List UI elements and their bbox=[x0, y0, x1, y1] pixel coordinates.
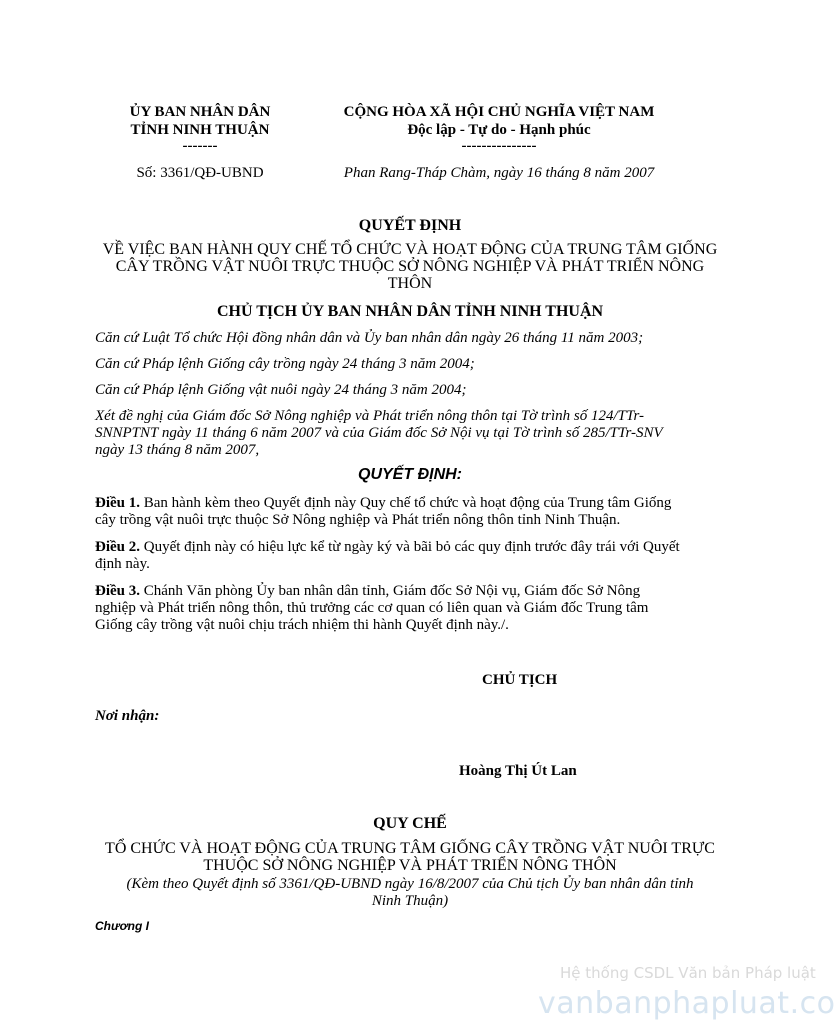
regulation-subject bbox=[80, 840, 740, 874]
decision-subject-line1: VỀ VIỆC BAN HÀNH QUY CHẾ TỔ CHỨC VÀ HOẠT ĐỘNG CỦA TRUNG TÂM GIỐNG bbox=[102, 241, 718, 258]
issuer-line1: ỦY BAN NHÂN DÂN bbox=[129, 104, 271, 120]
country-name: CỘNG HÒA XÃ HỘI CHỦ NGHĨA VIỆT NAM bbox=[343, 104, 655, 120]
article-3-label: Điều 3. bbox=[95, 583, 140, 599]
chapter-heading: Chương I bbox=[95, 919, 149, 933]
signer-position: CHỦ TỊCH bbox=[482, 672, 558, 688]
article-3-text-line3: Giống cây trồng vật nuôi chịu trách nhiệm thi hành Quyết định này./. bbox=[95, 617, 509, 633]
attachment-note-line2: Ninh Thuận) bbox=[371, 893, 449, 909]
motto: Độc lập - Tự do - Hạnh phúc bbox=[407, 122, 591, 138]
regulation-subject-line2: THUỘC SỞ NÔNG NGHIỆP VÀ PHÁT TRIỂN NÔNG THÔN bbox=[203, 857, 617, 874]
legal-basis-4 bbox=[95, 408, 720, 459]
authority-heading: CHỦ TỊCH ỦY BAN NHÂN DÂN TỈNH NINH THUẬN bbox=[216, 303, 604, 320]
issuer-separator: ------- bbox=[182, 138, 218, 154]
article-2-text: Quyết định này có hiệu lực kể từ ngày ký và bãi bỏ các quy định trước đây trái với Quyết bbox=[140, 539, 680, 555]
legal-basis-1: Căn cứ Luật Tổ chức Hội đồng nhân dân và Ủy ban nhân dân ngày 26 tháng 11 năm 2003; bbox=[95, 330, 644, 346]
legal-basis-3: Căn cứ Pháp lệnh Giống vật nuôi ngày 24 tháng 3 năm 2004; bbox=[95, 382, 467, 398]
decision-subject-line3: THÔN bbox=[387, 275, 433, 292]
recipients-label: Nơi nhận: bbox=[95, 708, 160, 724]
article-3 bbox=[95, 583, 720, 634]
legal-basis-4-line2: SNNPTNT ngày 11 tháng 6 năm 2007 và của Giám đốc Sở Nội vụ tại Tờ trình số 285/TTr-SNV bbox=[95, 425, 663, 441]
watermark-line1: Hệ thống CSDL Văn bản Pháp luật bbox=[560, 964, 816, 982]
doc-number: Số: 3361/QĐ-UBND bbox=[136, 165, 264, 181]
motto-separator: --------------- bbox=[461, 138, 537, 154]
legal-basis-2: Căn cứ Pháp lệnh Giống cây trồng ngày 24 tháng 3 năm 2004; bbox=[95, 356, 475, 372]
article-3-text: Chánh Văn phòng Ủy ban nhân dân tỉnh, Giám đốc Sở Nội vụ, Giám đốc Sở Nông bbox=[140, 583, 641, 599]
legal-basis-4-line3: ngày 13 tháng 8 năm 2007, bbox=[95, 442, 260, 458]
regulation-subject-line1: TỔ CHỨC VÀ HOẠT ĐỘNG CỦA TRUNG TÂM GIỐNG CÂY TRỒNG VẬT NUÔI TRỰC bbox=[105, 840, 715, 857]
article-1-label: Điều 1. bbox=[95, 495, 140, 511]
national-motto bbox=[300, 104, 698, 155]
article-3-text-line2: nghiệp và Phát triển nông thôn, thủ trưởng các cơ quan có liên quan và Giám đốc Trung tâm bbox=[95, 600, 649, 616]
attachment-note-line1: (Kèm theo Quyết định số 3361/QĐ-UBND ngày 16/8/2007 của Chủ tịch Ủy ban nhân dân tỉnh bbox=[126, 876, 694, 892]
decides-heading: QUYẾT ĐỊNH: bbox=[358, 466, 462, 483]
article-1-text-line2: cây trồng vật nuôi trực thuộc Sở Nông nghiệp và Phát triển nông thôn tỉnh Ninh Thuận. bbox=[95, 512, 621, 528]
article-1-text: Ban hành kèm theo Quyết định này Quy chế tổ chức và hoạt động của Trung tâm Giống bbox=[140, 495, 672, 511]
article-2-label: Điều 2. bbox=[95, 539, 140, 555]
article-2-text-line2: định này. bbox=[95, 556, 150, 572]
place-date: Phan Rang-Tháp Chàm, ngày 16 tháng 8 năm 2007 bbox=[343, 165, 655, 181]
watermark-line2: vanbanphapluat.co bbox=[538, 986, 835, 1021]
issuer-name bbox=[95, 104, 305, 155]
legal-basis-4-line1: Xét đề nghị của Giám đốc Sở Nông nghiệp và Phát triển nông thôn tại Tờ trình số 124/TTr- bbox=[95, 408, 645, 424]
decision-subject-line2: CÂY TRỒNG VẬT NUÔI TRỰC THUỘC SỞ NÔNG NGHIỆP VÀ PHÁT TRIỂN NÔNG bbox=[115, 258, 705, 275]
decision-title: QUYẾT ĐỊNH bbox=[358, 217, 462, 234]
article-2 bbox=[95, 539, 720, 573]
signer-name: Hoàng Thị Út Lan bbox=[459, 763, 577, 779]
decision-subject bbox=[80, 241, 740, 292]
issuer-line2: TỈNH NINH THUẬN bbox=[130, 122, 270, 138]
article-1 bbox=[95, 495, 720, 529]
regulation-title: QUY CHẾ bbox=[373, 815, 447, 832]
regulation-attachment-note bbox=[80, 876, 740, 910]
